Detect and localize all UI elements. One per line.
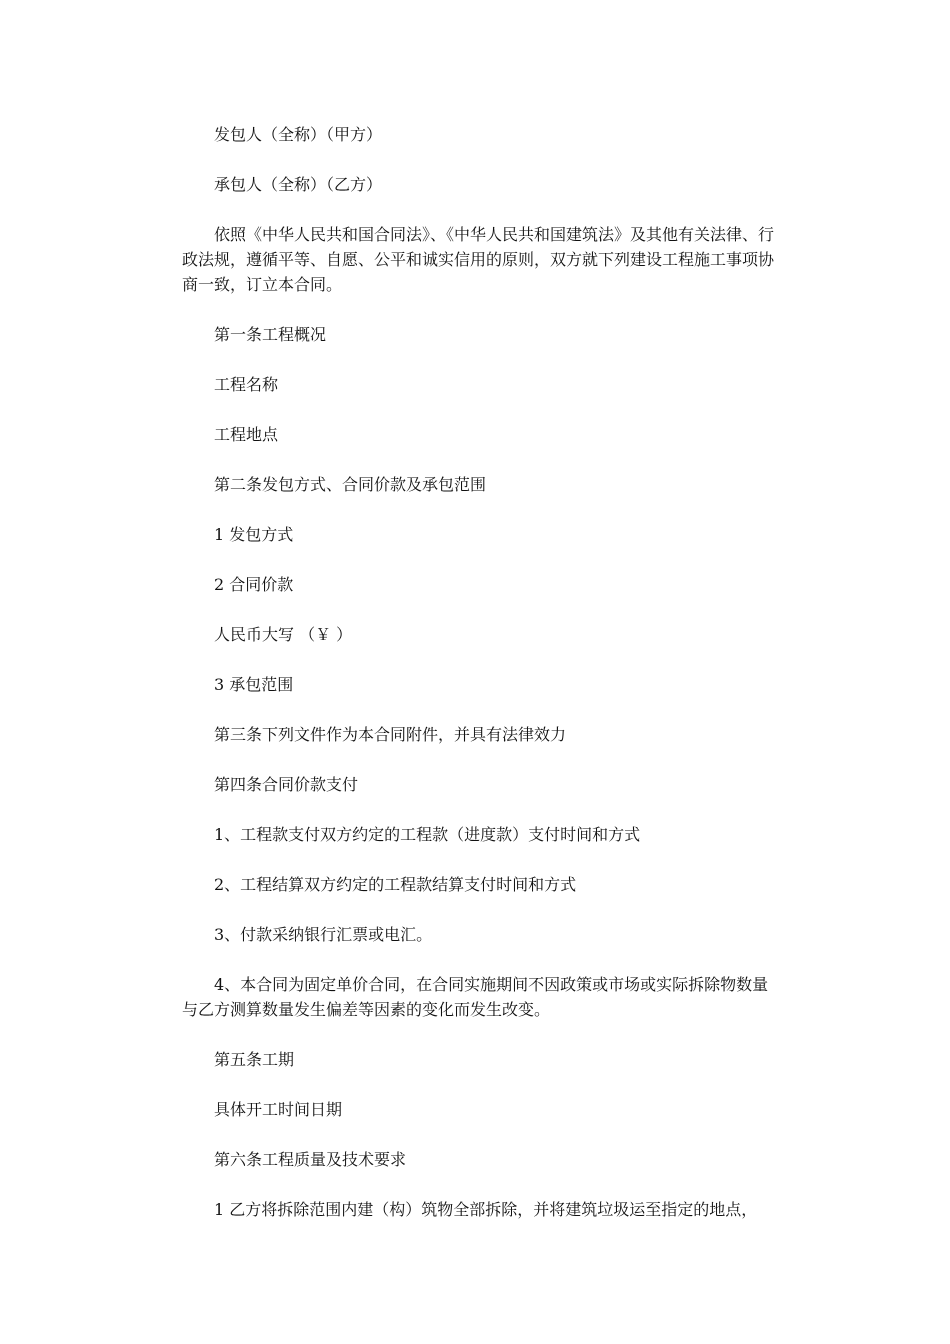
party-a-line: 发包人（全称）（甲方）	[214, 125, 383, 144]
payment-item-1: 1、工程款支付双方约定的工程款（进度款）支付时间和方式	[214, 825, 641, 844]
start-date-line: 具体开工时间日期	[214, 1100, 343, 1119]
article-4-heading: 第四条合同价款支付	[214, 775, 359, 794]
project-location-line: 工程地点	[214, 425, 279, 444]
article-6-heading: 第六条工程质量及技术要求	[214, 1150, 407, 1169]
contract-body	[182, 122, 782, 1222]
project-name-line: 工程名称	[214, 375, 279, 394]
contract-price-line: 2 合同价款	[214, 575, 294, 594]
article-2-heading: 第二条发包方式、合同价款及承包范围	[214, 475, 487, 494]
article-5-heading: 第五条工期	[214, 1050, 295, 1069]
party-b-line: 承包人（全称）（乙方）	[214, 175, 383, 194]
quality-item-1: 1 乙方将拆除范围内建（构）筑物全部拆除，并将建筑垃圾运至指定的地点，	[214, 1200, 758, 1219]
contracting-method-line: 1 发包方式	[214, 525, 294, 544]
payment-item-2: 2、工程结算双方约定的工程款结算支付时间和方式	[214, 875, 577, 894]
article-3-heading: 第三条下列文件作为本合同附件，并具有法律效力	[214, 725, 567, 744]
payment-item-4: 4、本合同为固定单价合同，在合同实施期间不因政策或市场或实际拆除物数量与乙方测算数量发生偏差等因素的变化而发生改变。	[182, 975, 769, 1019]
preamble-paragraph: 依照《中华人民共和国合同法》、《中华人民共和国建筑法》及其他有关法律、行政法规，遵循平等、自愿、公平和诚实信用的原则，双方就下列建设工程施工事项协商一致，订立本合同。	[182, 225, 775, 294]
contract-scope-line: 3 承包范围	[214, 675, 294, 694]
payment-item-3: 3、付款采纳银行汇票或电汇。	[214, 925, 433, 944]
rmb-amount-line: 人民币大写 （￥ ）	[214, 625, 353, 644]
article-1-heading: 第一条工程概况	[214, 325, 327, 344]
